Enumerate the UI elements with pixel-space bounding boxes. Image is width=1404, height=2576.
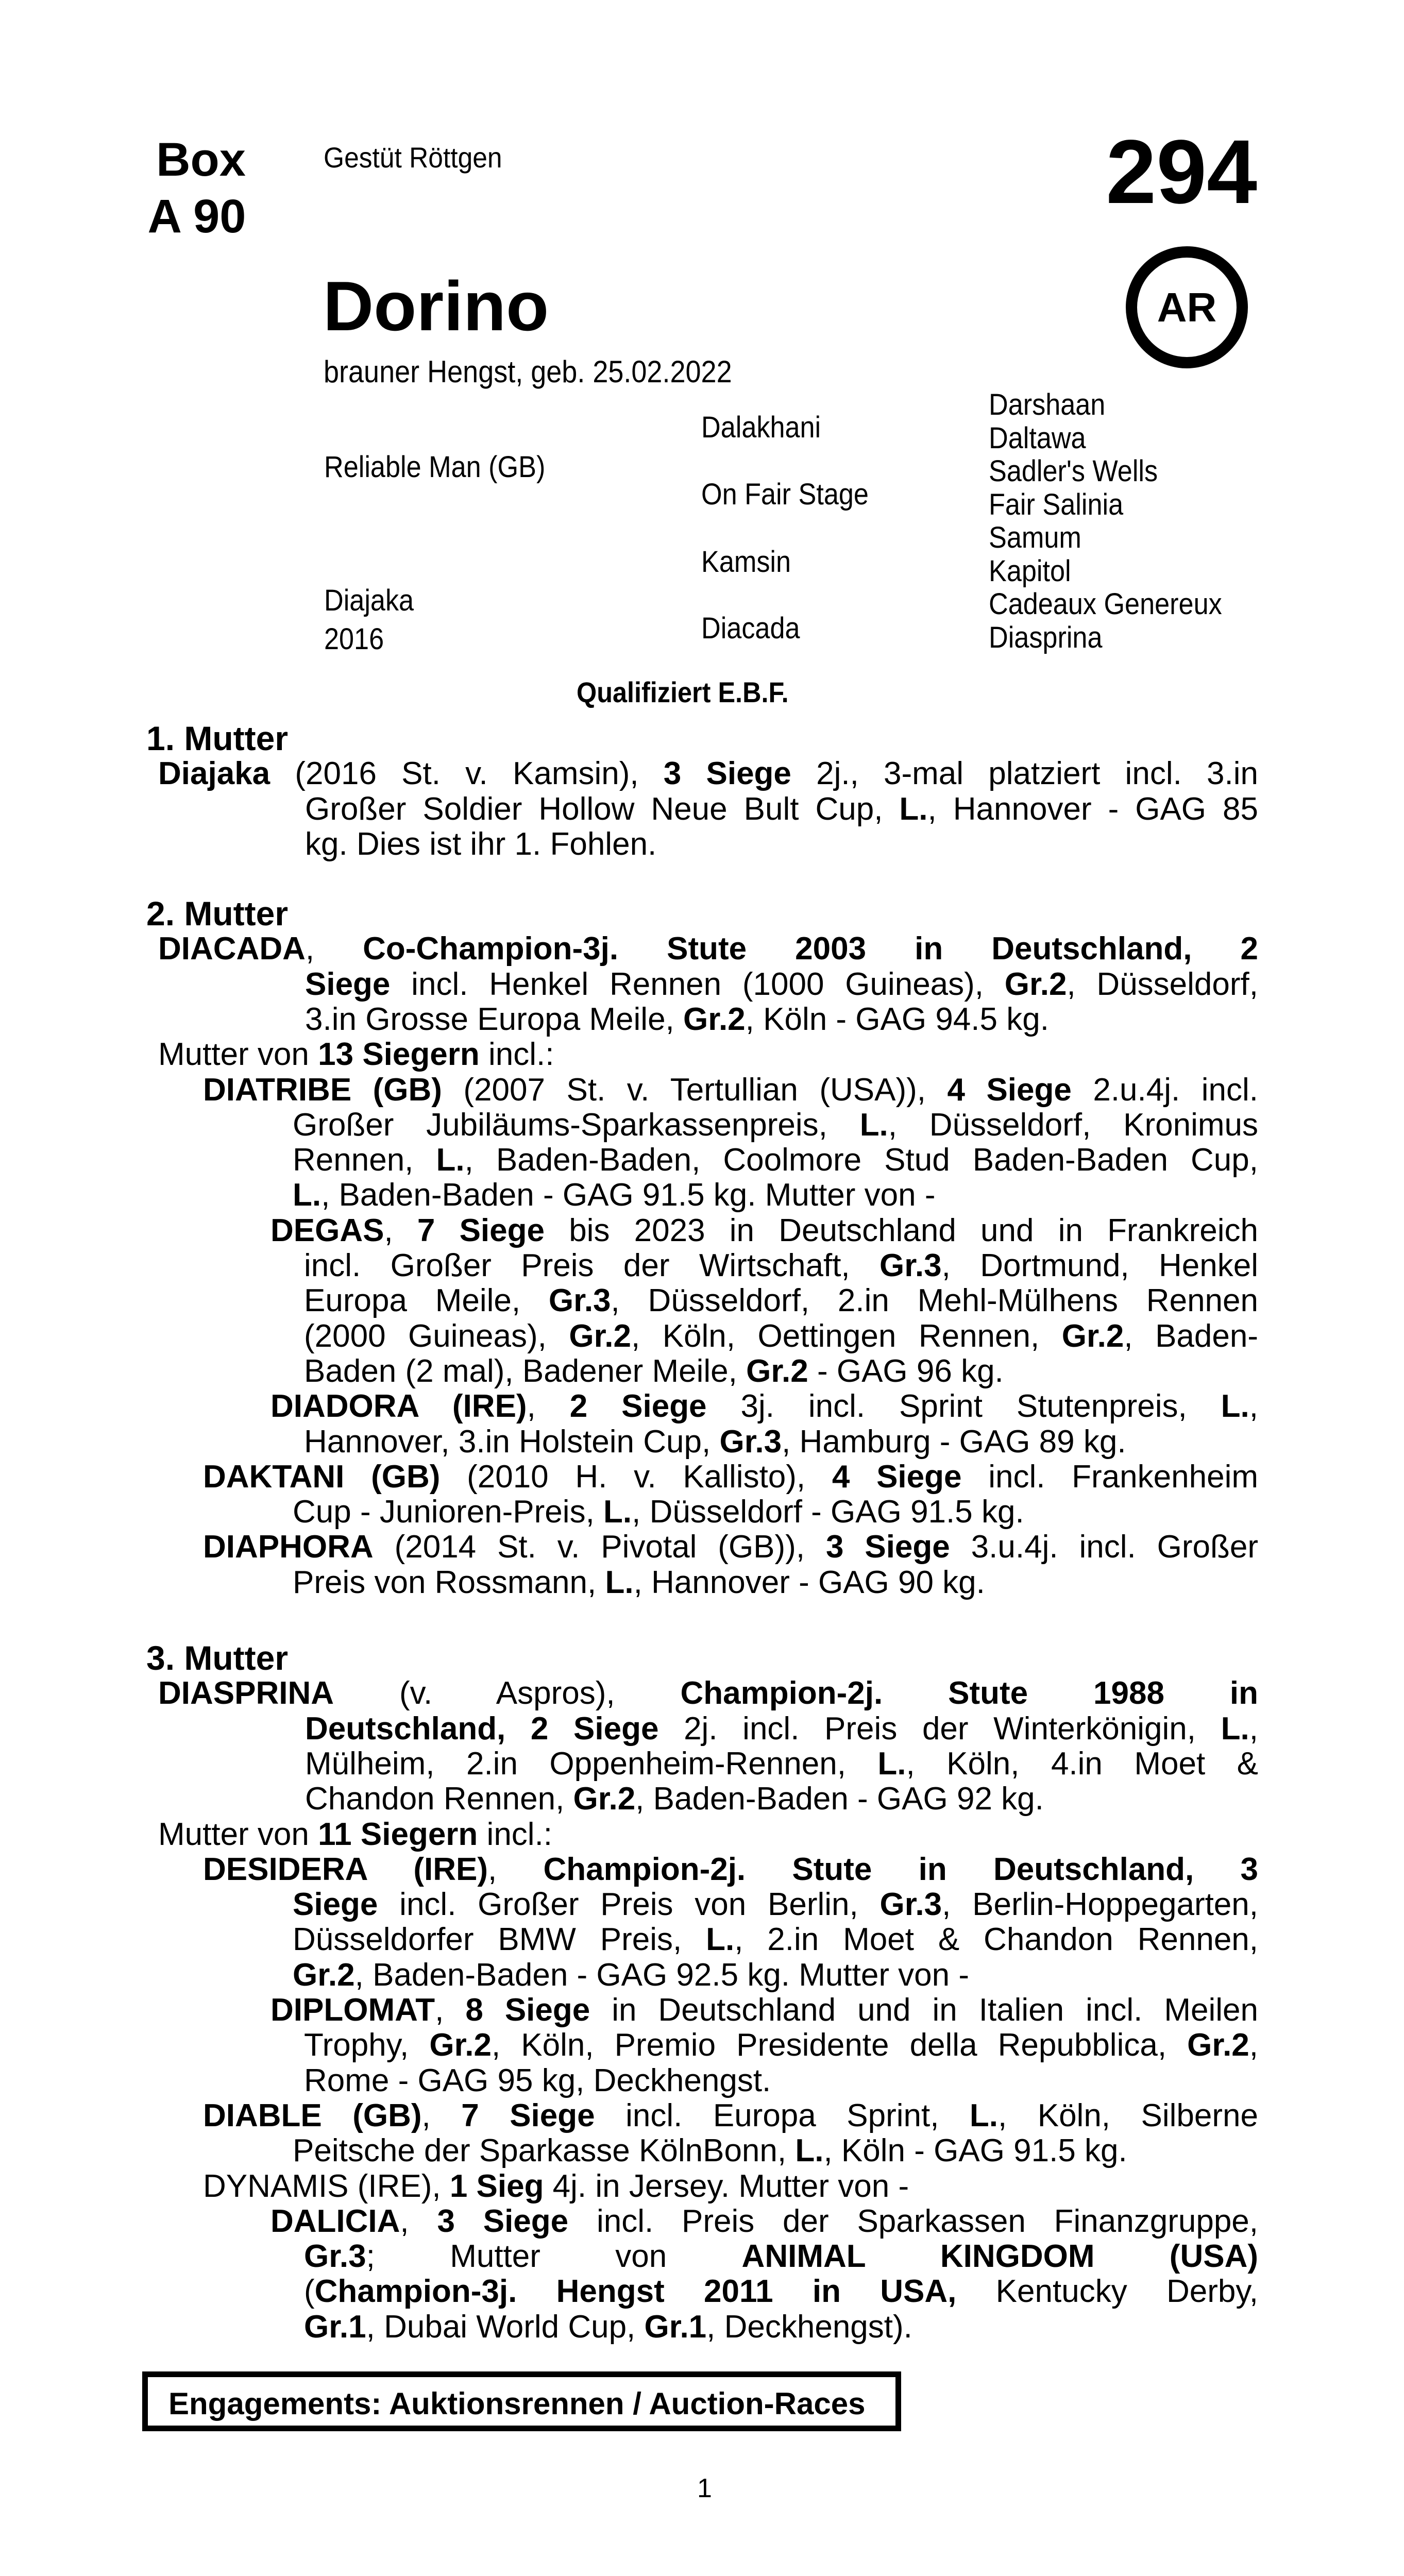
bold-text: Gr.2	[1187, 2027, 1249, 2063]
pedigree-ancestor: Fair Salinia	[989, 487, 1124, 521]
text: Großer Soldier Hollow Neue Bult Cup,	[305, 791, 900, 827]
text: (2000 Guineas),	[304, 1318, 569, 1354]
bold-text: Co-Champion-3j. Stute 2003 in Deutschland, 2	[363, 931, 1258, 967]
bold-text: 3 Siege	[437, 2203, 569, 2239]
pedigree-dam-dam: Diacada	[701, 612, 800, 645]
text: incl.:	[478, 1816, 553, 1852]
text: 4j. in Jersey. Mutter von -	[544, 2168, 909, 2204]
breeder: Gestüt Röttgen	[324, 141, 502, 174]
bold-text: DEGAS	[270, 1212, 384, 1248]
text-line	[293, 1889, 1258, 1921]
text-line	[293, 1144, 1258, 1176]
text: , Köln, 4.in Moet &	[906, 1745, 1258, 1782]
section-title: 3. Mutter	[146, 1639, 289, 1677]
page-number: 1	[697, 2473, 712, 2503]
bold-text: 13 Siegern	[318, 1037, 480, 1073]
bold-text: L.	[605, 1564, 634, 1600]
text-line	[293, 1959, 1258, 1991]
text: Rennen,	[293, 1142, 436, 1178]
bold-text: L.	[1221, 1710, 1249, 1747]
bold-text: Gr.1	[304, 2309, 366, 2345]
text: bis 2023 in Deutschland und in Frankreich	[545, 1212, 1259, 1248]
text-line	[304, 1285, 1258, 1317]
bold-text: DESIDERA (IRE)	[203, 1851, 488, 1887]
bold-text: 3 Siege	[825, 1529, 950, 1565]
bold-text: Siege	[293, 1887, 378, 1923]
text: (v. Aspros),	[334, 1675, 681, 1711]
bold-text: DIPLOMAT	[270, 1992, 435, 2028]
text: , Köln, Silberne	[998, 2097, 1258, 2133]
text-line	[305, 1745, 1258, 1782]
bold-text: DIAPHORA	[203, 1529, 374, 1565]
text: , Baden-Baden - GAG 92 kg.	[635, 1781, 1044, 1817]
text-line	[203, 2097, 1258, 2133]
text: Chandon Rennen,	[305, 1781, 573, 1817]
text: incl. Großer Preis der Wirtschaft,	[304, 1248, 879, 1283]
text-line	[203, 2168, 1258, 2204]
text: (	[304, 2274, 315, 2310]
text: (2014 St. v. Pivotal (GB)),	[373, 1529, 826, 1565]
box-label: Box	[156, 133, 246, 186]
text: , Hannover - GAG 85	[927, 791, 1258, 827]
bold-text: 4 Siege	[832, 1459, 962, 1495]
bold-text: 7 Siege	[461, 2097, 595, 2133]
text-line	[203, 1074, 1258, 1106]
bold-text: Champion-3j. Hengst 2011 in USA,	[314, 2274, 957, 2310]
text-line	[304, 1320, 1258, 1352]
text: , Hamburg - GAG 89 kg.	[782, 1423, 1126, 1460]
bold-text: Gr.3	[304, 2239, 366, 2275]
text-line	[270, 2203, 1259, 2239]
bold-text: Gr.3	[548, 1283, 611, 1319]
text-line	[305, 1710, 1258, 1747]
text: , Baden-Baden - GAG 92.5 kg. Mutter von -	[354, 1957, 970, 1993]
bold-text: DALICIA	[270, 2203, 400, 2239]
pedigree-dam-sire: Kamsin	[701, 545, 791, 579]
bold-text: DIASPRINA	[158, 1675, 334, 1711]
text: ,	[305, 931, 363, 967]
text: Düsseldorfer BMW Preis,	[293, 1922, 706, 1958]
bold-text: L.	[293, 1177, 322, 1213]
pedigree-ancestor: Diasprina	[989, 620, 1103, 654]
text: Preis von Rossmann,	[293, 1564, 605, 1600]
text: , Baden-	[1124, 1318, 1258, 1354]
box-number: A 90	[147, 190, 246, 243]
text-line	[304, 1423, 1258, 1460]
text: Kentucky Derby,	[956, 2274, 1258, 2310]
text: (2007 St. v. Tertullian (USA)),	[442, 1072, 948, 1108]
ar-badge-label: AR	[1157, 284, 1217, 330]
text: 2j., 3-mal platziert incl. 3.in	[791, 756, 1258, 792]
text: , Köln, Premio Presidente della Repubblica,	[492, 2027, 1188, 2063]
engagements-label: Engagements: Auktionsrennen / Auction-Races	[168, 2386, 866, 2421]
text: DYNAMIS (IRE),	[203, 2168, 450, 2204]
pedigree-dam-year: 2016	[324, 622, 384, 656]
pedigree-ancestor: Samum	[989, 521, 1081, 554]
text: , 2.in Moet & Chandon Rennen,	[734, 1922, 1259, 1958]
text: 3.in Grosse Europa Meile,	[305, 1001, 684, 1037]
text: ,	[527, 1388, 570, 1425]
pedigree-sire-dam: On Fair Stage	[701, 478, 869, 511]
bold-text: DIACADA	[158, 931, 306, 967]
text-line	[293, 2135, 1258, 2167]
text: , Baden-Baden, Coolmore Stud Baden-Baden Cup,	[464, 1142, 1258, 1178]
text: incl. Europa Sprint,	[595, 2097, 970, 2133]
text: ,	[1249, 2027, 1259, 2063]
text-line	[270, 1212, 1259, 1248]
text: ,	[1249, 1388, 1259, 1425]
pedigree-dam: Diajaka	[324, 584, 414, 617]
bold-text: L.	[859, 1107, 888, 1143]
text: , Köln - GAG 94.5 kg.	[745, 1001, 1049, 1037]
text-line	[305, 828, 1258, 860]
bold-text: Siege	[305, 966, 391, 1002]
bold-text: L.	[436, 1142, 465, 1178]
bold-text: 7 Siege	[417, 1212, 545, 1248]
bold-text: Champion-2j. Stute 1988 in	[680, 1675, 1258, 1711]
bold-text: L.	[877, 1745, 906, 1782]
text-line	[305, 966, 1258, 1002]
bold-text: L.	[1221, 1388, 1249, 1425]
text-line	[158, 1039, 1258, 1071]
pedigree-sire-sire: Dalakhani	[701, 411, 821, 444]
bold-text: Gr.2	[1004, 966, 1067, 1002]
text-line	[293, 1564, 1258, 1600]
bold-text: Gr.3	[879, 1248, 942, 1283]
text: , Düsseldorf - GAG 91.5 kg.	[632, 1494, 1024, 1530]
text: (2016 St. v. Kamsin),	[270, 756, 664, 792]
text: ,	[400, 2203, 437, 2239]
bold-text: DIADORA (IRE)	[270, 1388, 527, 1425]
qualification: Qualifiziert E.B.F.	[577, 676, 789, 708]
text: kg. Dies ist ihr 1. Fohlen.	[305, 826, 657, 862]
text: (2010 H. v. Kallisto),	[440, 1459, 832, 1495]
text-line	[203, 1531, 1258, 1563]
text-line	[305, 1783, 1258, 1815]
bold-text: Gr.3	[719, 1423, 782, 1460]
text-line	[305, 793, 1258, 825]
text: , Dubai World Cup,	[366, 2309, 645, 2345]
text-line	[158, 1677, 1258, 1709]
text: 3j. incl. Sprint Stutenpreis,	[706, 1388, 1221, 1425]
text: Europa Meile,	[304, 1283, 549, 1319]
text-line	[158, 1816, 1258, 1852]
bold-text: 11 Siegern	[318, 1816, 478, 1852]
bold-text: L.	[899, 791, 928, 827]
text-line	[158, 933, 1258, 965]
text-line	[304, 1355, 1258, 1387]
bold-text: L.	[706, 1922, 735, 1958]
text: , Baden-Baden - GAG 91.5 kg. Mutter von -	[321, 1177, 936, 1213]
bold-text: 1 Sieg	[449, 2168, 544, 2204]
text: , Dortmund, Henkel	[941, 1248, 1258, 1283]
text: incl. Großer Preis von Berlin,	[378, 1887, 880, 1923]
pedigree-ancestor: Daltawa	[989, 421, 1086, 455]
bold-text: Champion-2j. Stute in Deutschland, 3	[543, 1851, 1258, 1887]
bold-text: Gr.3	[879, 1887, 942, 1923]
text: Cup - Junioren-Preis,	[293, 1494, 604, 1530]
pedigree-ancestor: Kapitol	[989, 554, 1071, 588]
bold-text: L.	[795, 2133, 824, 2169]
engagements-box	[142, 2371, 901, 2431]
bold-text: ANIMAL KINGDOM (USA)	[741, 2239, 1258, 2275]
section-title: 1. Mutter	[146, 719, 289, 757]
text: 3.u.4j. incl. Großer	[950, 1529, 1259, 1565]
text: Peitsche der Sparkasse KölnBonn,	[293, 2133, 796, 2169]
bold-text: L.	[969, 2097, 999, 2133]
text: - GAG 96 kg.	[808, 1353, 1004, 1389]
text: Mutter von	[158, 1816, 318, 1852]
bold-text: Gr.2	[1061, 1318, 1124, 1354]
bold-text: Gr.2	[746, 1353, 808, 1389]
text-line	[158, 758, 1258, 790]
text: incl.:	[479, 1037, 554, 1073]
text: Großer Jubiläums-Sparkassenpreis,	[293, 1107, 860, 1143]
bold-text: DIABLE (GB)	[203, 2097, 422, 2133]
text: Hannover, 3.in Holstein Cup,	[304, 1423, 720, 1460]
lot-number: 294	[1106, 122, 1257, 223]
text: ,	[384, 1212, 417, 1248]
text-line	[293, 1179, 1258, 1211]
pedigree-ancestor: Cadeaux Genereux	[989, 587, 1222, 621]
text-line	[293, 1924, 1258, 1956]
bold-text: 8 Siege	[465, 1992, 590, 2028]
ar-badge-icon	[1126, 246, 1248, 368]
bold-text: Gr.1	[644, 2309, 707, 2345]
text: incl. Frankenheim	[961, 1459, 1258, 1495]
text-line	[304, 2276, 1258, 2308]
text-line	[304, 1250, 1258, 1282]
bold-text: Gr.2	[573, 1781, 636, 1817]
text-line	[304, 2311, 1258, 2343]
bold-text: Gr.2	[293, 1957, 355, 1993]
bold-text: Gr.2	[429, 2027, 492, 2063]
text: incl. Henkel Rennen (1000 Guineas),	[390, 966, 1005, 1002]
text-line	[304, 2241, 1258, 2273]
text: ,	[1249, 1710, 1258, 1747]
bold-text: 4 Siege	[947, 1072, 1072, 1108]
text: 2.u.4j. incl.	[1071, 1072, 1258, 1108]
text-line	[293, 1109, 1258, 1141]
section-title: 2. Mutter	[146, 894, 289, 933]
pedigree-ancestor: Sadler's Wells	[989, 454, 1158, 488]
text: Baden (2 mal), Badener Meile,	[304, 1353, 747, 1389]
horse-description: brauner Hengst, geb. 25.02.2022	[324, 354, 732, 389]
bold-text: Diajaka	[158, 756, 270, 792]
text-line	[270, 1388, 1259, 1425]
text: Mülheim, 2.in Oppenheim-Rennen,	[305, 1745, 878, 1782]
text: 2j. incl. Preis der Winterkönigin,	[658, 1710, 1221, 1747]
bold-text: 3 Siege	[663, 756, 791, 792]
text-line	[203, 1851, 1258, 1887]
text: , Köln, Oettingen Rennen,	[631, 1318, 1062, 1354]
text-line	[270, 1994, 1258, 2026]
text: Rome - GAG 95 kg, Deckhengst.	[304, 2062, 771, 2098]
text: Mutter von	[158, 1037, 318, 1073]
text: incl. Preis der Sparkassen Finanzgruppe,	[568, 2203, 1259, 2239]
text: ; Mutter von	[366, 2239, 742, 2275]
text: , Düsseldorf, Kronimus	[888, 1107, 1258, 1143]
text: ,	[487, 1851, 544, 1887]
bold-text: DAKTANI (GB)	[203, 1459, 441, 1495]
bold-text: L.	[603, 1494, 632, 1530]
text: in Deutschland und in Italien incl. Meilen	[590, 1992, 1258, 2028]
horse-name: Dorino	[323, 267, 549, 345]
text: , Köln - GAG 91.5 kg.	[823, 2133, 1127, 2169]
text-line	[305, 1001, 1258, 1037]
bold-text: 2 Siege	[569, 1388, 707, 1425]
text: , Hannover - GAG 90 kg.	[633, 1564, 985, 1600]
text-line	[293, 1496, 1258, 1528]
text-line	[304, 2062, 1258, 2098]
text: ,	[421, 2097, 462, 2133]
text: , Düsseldorf,	[1067, 966, 1258, 1002]
bold-text: DIATRIBE (GB)	[203, 1072, 442, 1108]
text-line	[203, 1461, 1258, 1493]
pedigree-sire: Reliable Man (GB)	[324, 450, 546, 484]
text-line	[304, 2029, 1258, 2061]
bold-text: Gr.2	[683, 1001, 746, 1037]
bold-text: Gr.2	[569, 1318, 631, 1354]
text: ,	[435, 1992, 466, 2028]
text: Trophy,	[304, 2027, 430, 2063]
text: , Deckhengst).	[706, 2309, 912, 2345]
text: , Düsseldorf, 2.in Mehl-Mülhens Rennen	[611, 1283, 1258, 1319]
text: , Berlin-Hoppegarten,	[942, 1887, 1258, 1923]
bold-text: Deutschland, 2 Siege	[305, 1710, 659, 1747]
pedigree-ancestor: Darshaan	[989, 388, 1106, 421]
